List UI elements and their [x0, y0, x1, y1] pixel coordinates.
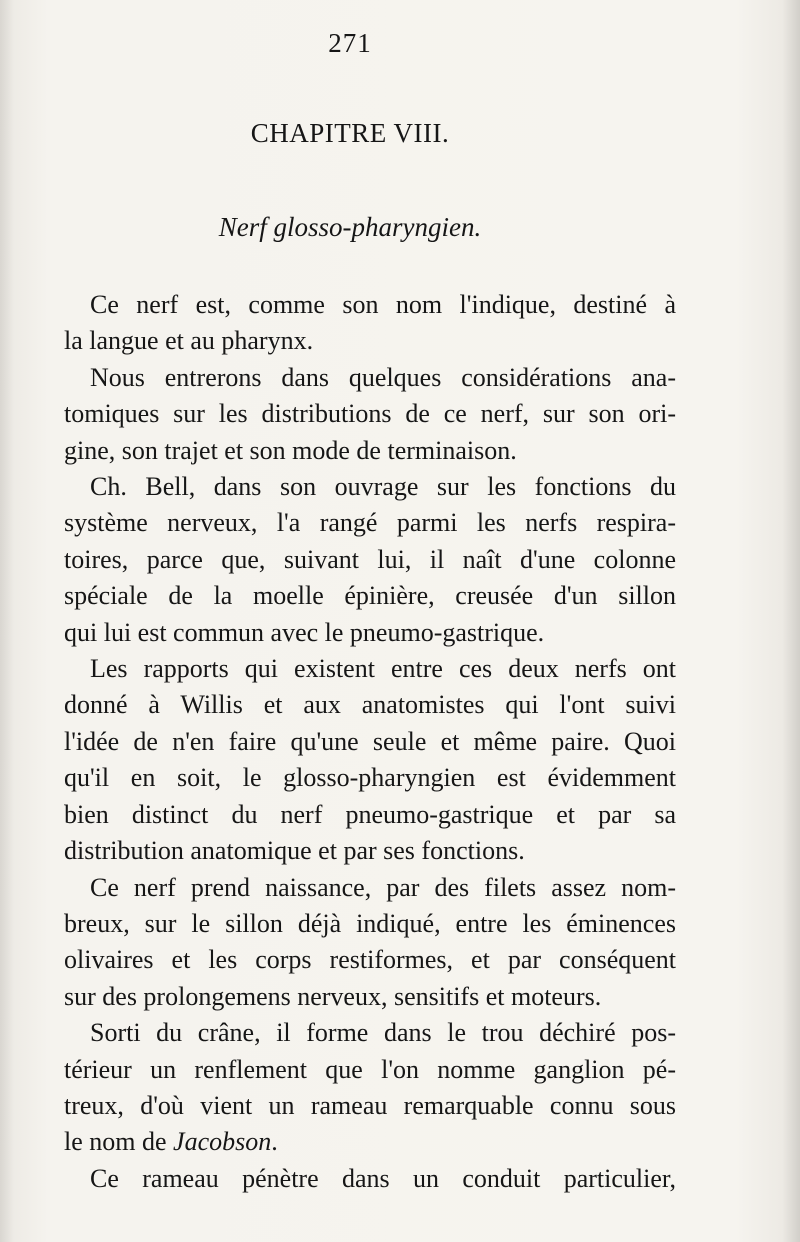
text-line: distribution anatomique et par ses fonctions. [64, 836, 525, 866]
text-line: qui lui est commun avec le pneumo-gastrique. [64, 617, 545, 647]
text-line: Ce rameau pénètre dans un conduit particulier, [90, 1163, 676, 1193]
text-line: donné à Willis et aux anatomistes qui l'ont suivi [64, 690, 676, 720]
page-number: 271 [328, 28, 372, 58]
page-edge-shadow-left [0, 0, 14, 1242]
text-line: Ch. Bell, dans son ouvrage sur les fonctions du [90, 472, 676, 502]
text-line: Nous entrerons dans quelques considérations ana- [90, 362, 676, 392]
text-line: Ce nerf prend naissance, par des filets assez nom- [90, 872, 676, 902]
text-line: tomiques sur les distributions de ce nerf, sur son ori- [64, 399, 676, 429]
text-line: la langue et au pharynx. [64, 326, 314, 356]
text-line: Les rapports qui existent entre ces deux nerfs ont [90, 654, 676, 684]
text-line: gine, son trajet et son mode de terminaison. [64, 435, 517, 465]
paragraph [38, 1161, 676, 1197]
text-line: l'idée de n'en faire qu'une seule et même paire. Quoi [64, 726, 676, 756]
section-title: Nerf glosso-pharyngien. [218, 212, 482, 242]
text-line: toires, parce que, suivant lui, il naît d'une colonne [64, 544, 676, 574]
text-line: Sorti du crâne, il forme dans le trou déchiré pos- [90, 1018, 676, 1048]
paragraph [38, 870, 676, 1016]
text-fragment: le nom de [64, 1127, 174, 1157]
text-line: breux, sur le sillon déjà indiqué, entre les éminences [64, 908, 676, 938]
proper-name-jacobson: Jacobson [173, 1127, 272, 1157]
text-line: spéciale de la moelle épinière, creusée d'un sillon [64, 581, 676, 611]
paragraph [38, 287, 676, 360]
paragraph [38, 469, 676, 651]
body-text [38, 287, 676, 1197]
paragraph [38, 1015, 676, 1161]
text-line: système nerveux, l'a rangé parmi les nerfs respira- [64, 508, 676, 538]
text-line: qu'il en soit, le glosso-pharyngien est évidemment [64, 763, 676, 793]
text-line: olivaires et les corps restiformes, et par conséquent [64, 945, 676, 975]
text-line: térieur un renflement que l'on nomme ganglion pé- [64, 1054, 676, 1084]
page-edge-shadow-right [782, 0, 800, 1242]
text-line: sur des prolongemens nerveux, sensitifs et moteurs. [64, 981, 602, 1011]
paragraph [38, 360, 676, 469]
chapter-title: CHAPITRE VIII. [250, 118, 450, 148]
text-line [38, 1124, 676, 1160]
text-line: Ce nerf est, comme son nom l'indique, destiné à [90, 290, 676, 319]
text-line: treux, d'où vient un rameau remarquable connu sous [64, 1090, 676, 1120]
paragraph [38, 651, 676, 869]
text-fragment: . [271, 1127, 278, 1157]
text-line: bien distinct du nerf pneumo-gastrique et par sa [64, 799, 676, 829]
